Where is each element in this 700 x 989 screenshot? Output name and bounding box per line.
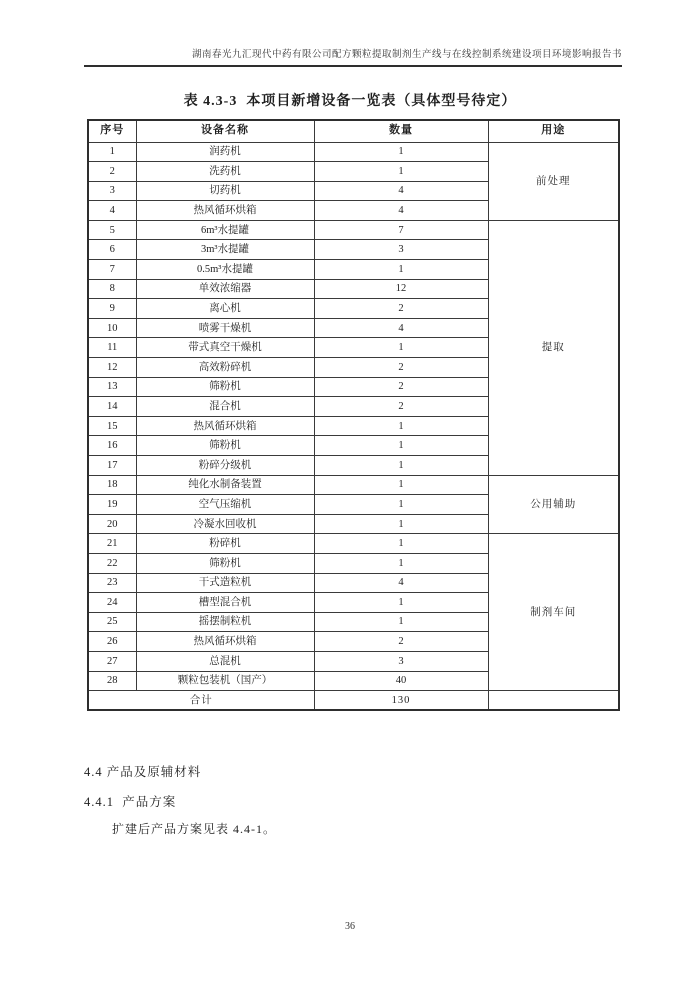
table-title: 表 4.3-3 本项目新增设备一览表（具体型号待定） [183,94,517,109]
usage-group-cell: 前处理 [488,142,619,220]
row-no: 6 [88,240,136,260]
equipment-qty: 1 [314,534,488,554]
equipment-name: 洗药机 [136,162,314,182]
equipment-name: 热风循环烘箱 [136,632,314,652]
equipment-name: 冷凝水回收机 [136,514,314,534]
row-no: 8 [88,279,136,299]
row-no: 13 [88,377,136,397]
equipment-name: 空气压缩机 [136,495,314,515]
equipment-qty: 2 [314,397,488,417]
equipment-qty: 1 [314,553,488,573]
row-no: 21 [88,534,136,554]
equipment-name: 筛粉机 [136,553,314,573]
table-row [88,142,619,162]
row-no: 9 [88,299,136,319]
equipment-qty: 1 [314,612,488,632]
row-no: 23 [88,573,136,593]
equipment-qty: 2 [314,377,488,397]
equipment-name: 混合机 [136,397,314,417]
equipment-qty: 2 [314,299,488,319]
equipment-name: 筛粉机 [136,436,314,456]
equipment-qty: 4 [314,201,488,221]
equipment-qty: 12 [314,279,488,299]
equipment-qty: 1 [314,338,488,358]
table-row [88,220,619,240]
equipment-qty: 7 [314,220,488,240]
row-no: 17 [88,456,136,476]
equipment-qty: 1 [314,514,488,534]
row-no: 14 [88,397,136,417]
row-no: 18 [88,475,136,495]
usage-group-cell: 公用辅助 [488,475,619,534]
row-no: 2 [88,162,136,182]
equipment-qty: 2 [314,632,488,652]
equipment-name: 粉碎机 [136,534,314,554]
equipment-name: 纯化水制备装置 [136,475,314,495]
row-no: 22 [88,553,136,573]
equipment-qty: 2 [314,358,488,378]
row-no: 10 [88,318,136,338]
equipment-qty: 1 [314,456,488,476]
equipment-name: 总混机 [136,651,314,671]
row-no: 20 [88,514,136,534]
equipment-qty: 1 [314,475,488,495]
equipment-qty: 1 [314,260,488,280]
section-heading-4-4: 4.4 产品及原辅材料 [84,765,202,779]
row-no: 7 [88,260,136,280]
total-label: 合计 [88,691,314,711]
equipment-qty: 40 [314,671,488,691]
equipment-name: 粉碎分级机 [136,456,314,476]
equipment-qty: 1 [314,495,488,515]
column-header-no: 序号 [88,120,136,142]
equipment-qty: 3 [314,240,488,260]
equipment-qty: 4 [314,181,488,201]
row-no: 12 [88,358,136,378]
equipment-qty: 1 [314,416,488,436]
equipment-qty: 1 [314,162,488,182]
equipment-qty: 4 [314,573,488,593]
equipment-name: 高效粉碎机 [136,358,314,378]
row-no: 3 [88,181,136,201]
document-header: 湖南春光九汇现代中药有限公司配方颗粒提取制剂生产线与在线控制系统建设项目环境影响报告书 [84,46,622,67]
equipment-name: 润药机 [136,142,314,162]
row-no: 28 [88,671,136,691]
equipment-name: 6m³水提罐 [136,220,314,240]
column-header-qty: 数量 [314,120,488,142]
table-row [88,475,619,495]
row-no: 1 [88,142,136,162]
column-header-name: 设备名称 [136,120,314,142]
column-header-use: 用途 [488,120,619,142]
equipment-table [87,119,620,711]
row-no: 11 [88,338,136,358]
row-no: 26 [88,632,136,652]
body-paragraph: 扩建后产品方案见表 4.4-1。 [112,822,276,836]
equipment-name: 0.5m³水提罐 [136,260,314,280]
equipment-qty: 1 [314,142,488,162]
row-no: 19 [88,495,136,515]
equipment-qty: 1 [314,593,488,613]
row-no: 25 [88,612,136,632]
row-no: 16 [88,436,136,456]
equipment-qty: 4 [314,318,488,338]
section-heading-4-4-1: 4.4.1 产品方案 [84,795,177,809]
equipment-name: 切药机 [136,181,314,201]
equipment-name: 离心机 [136,299,314,319]
equipment-name: 单效浓缩器 [136,279,314,299]
page-number: 36 [345,921,355,932]
row-no: 15 [88,416,136,436]
row-no: 24 [88,593,136,613]
total-usage-cell [488,691,619,711]
equipment-name: 干式造粒机 [136,573,314,593]
equipment-qty: 1 [314,436,488,456]
row-no: 5 [88,220,136,240]
total-row [88,691,619,711]
table-row [88,534,619,554]
equipment-qty: 3 [314,651,488,671]
equipment-name: 3m³水提罐 [136,240,314,260]
total-qty: 130 [314,691,488,711]
equipment-name: 热风循环烘箱 [136,201,314,221]
usage-group-cell: 制剂车间 [488,534,619,691]
table-header-row [88,120,619,142]
equipment-name: 带式真空干燥机 [136,338,314,358]
row-no: 27 [88,651,136,671]
equipment-name: 槽型混合机 [136,593,314,613]
equipment-name: 筛粉机 [136,377,314,397]
row-no: 4 [88,201,136,221]
equipment-name: 摇摆制粒机 [136,612,314,632]
equipment-name: 颗粒包装机（国产） [136,671,314,691]
equipment-name: 热风循环烘箱 [136,416,314,436]
usage-group-cell: 提取 [488,220,619,475]
equipment-name: 喷雾干燥机 [136,318,314,338]
